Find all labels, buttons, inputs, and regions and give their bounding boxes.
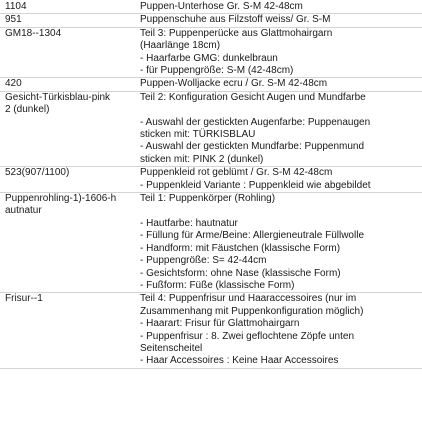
item-description-line: - Handform: mit Fäustchen (klassische Form) [140, 242, 341, 254]
item-number-text: 1104 [5, 1, 27, 12]
item-number-text: Puppenrohling-1)-1606-h [5, 193, 117, 205]
table-row [0, 167, 422, 193]
item-description-line: (Haarlänge 18cm) [140, 40, 221, 52]
item-number-cell [0, 293, 140, 367]
item-description-line: Puppen-Wolljacke ecru / Gr. S-M 42-48cm [140, 78, 328, 90]
item-description-line: - Hautfarbe: hautnatur [140, 217, 238, 229]
item-description-line: sticken mit: TÜRKISBLAU [140, 129, 256, 141]
item-number-text: 2 (dunkel) [5, 104, 50, 116]
item-description-line: Seitenscheitel [140, 342, 203, 354]
item-description-line: sticken mit: PINK 2 (dunkel) [140, 153, 264, 165]
item-description-line: - Auswahl der gestickten Augenfarbe: Puppenaugen [140, 116, 371, 128]
item-description-line: Puppen-Unterhose Gr. S-M 42-48cm [140, 1, 303, 12]
item-description-line: - Puppenkleid Variante : Puppenkleid wie abgebildet [140, 179, 371, 191]
item-number-text: 523(907/1100) [5, 167, 70, 179]
item-description-line: Teil 4: Puppenfrisur und Haaraccessoires (nur im [140, 293, 357, 305]
item-number-cell [0, 28, 140, 78]
item-number-cell [0, 92, 140, 166]
item-description-cell [140, 92, 422, 166]
item-number-text: GM18--1304 [5, 27, 62, 39]
item-description-cell [140, 167, 422, 192]
table-row [0, 28, 422, 79]
item-description-cell [140, 28, 422, 78]
table-row [0, 193, 422, 293]
item-description-line [140, 104, 418, 116]
item-description-line: Puppenschuhe aus Filzstoff weiss/ Gr. S-M [140, 14, 331, 26]
item-number-text: Frisur--1 [5, 293, 43, 305]
item-description-line: Teil 2: Konfiguration Gesicht Augen und Mundfarbe [140, 91, 366, 103]
item-description-cell [140, 78, 422, 90]
item-number-cell [0, 14, 140, 26]
item-description-line: Puppenkleid rot geblümt / Gr. S-M 42-48cm [140, 167, 333, 179]
item-number-text: autnatur [5, 205, 42, 217]
item-description-line: - Puppenfrisur : 8. Zwei geflochtene Zöpfe unten [140, 330, 355, 342]
item-description-line [140, 205, 418, 217]
table-row [0, 78, 422, 91]
item-description-cell [140, 14, 422, 26]
item-description-line: - Haarfarbe GMG: dunkelbraun [140, 52, 278, 64]
item-description-cell [140, 1, 422, 13]
item-description-line: Teil 3: Puppenperücke aus Glattmohairgarn [140, 27, 333, 39]
item-description-line: - Haar Accessoires : Keine Haar Accessoires [140, 355, 339, 367]
item-description-line: - Auswahl der gestickten Mundfarbe: Puppenmund [140, 141, 365, 153]
item-description-line: - Fußform: Füße (klassische Form) [140, 279, 295, 291]
item-description-line: - für Puppengröße: S-M (42-48cm) [140, 65, 294, 77]
item-number-cell [0, 1, 140, 13]
item-description-line: Teil 1: Puppenkörper (Rohling) [140, 193, 276, 205]
item-number-cell [0, 167, 140, 192]
item-number-text: Gesicht-Türkisblau-pink [5, 91, 111, 103]
item-description-line: Zusammenhang mit Puppenkonfiguration möglich) [140, 305, 364, 317]
item-number-text: 951 [5, 14, 22, 26]
item-description-line: - Gesichtsform: ohne Nase (klassische Form) [140, 267, 341, 279]
table-row [0, 14, 422, 27]
table-row [0, 293, 422, 368]
item-number-cell [0, 193, 140, 292]
item-description-line: - Füllung für Arme/Beine: Allergieneutrale Füllwolle [140, 230, 364, 242]
item-number-text: 420 [5, 78, 22, 90]
item-number-cell [0, 78, 140, 90]
item-description-line: - Puppengröße: S= 42-44cm [140, 255, 267, 267]
item-description-cell [140, 193, 422, 292]
item-description-line: - Haarart: Frisur für Glattmohairgarn [140, 318, 300, 330]
table-row [0, 92, 422, 167]
item-description-cell [140, 293, 422, 367]
table-row [0, 1, 422, 14]
